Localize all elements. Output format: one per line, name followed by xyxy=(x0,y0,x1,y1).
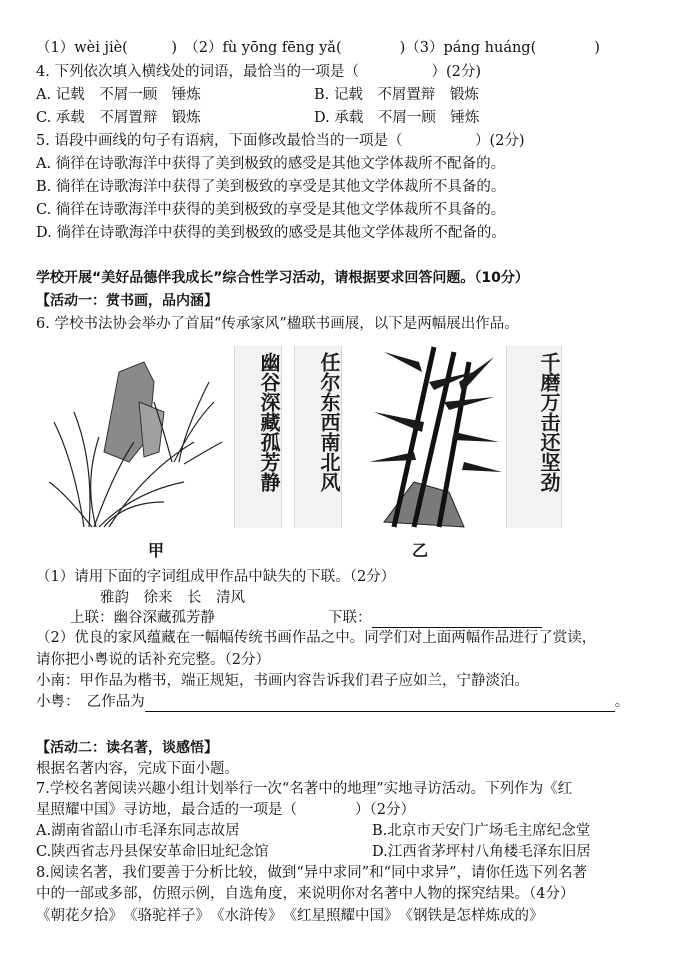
question-4: 4. 下列依次填入横线处的词语，最恰当的一项是（ ）(2分) xyxy=(36,64,481,80)
q7-option-a: A.湖南省韶山市毛泽东同志故居 xyxy=(36,823,240,839)
activity-2-title: 【活动二：读名著，谈感悟】 xyxy=(36,740,218,756)
caption-yi: 乙 xyxy=(412,541,429,560)
q4-option-c: C. 承载 不屑置辩 锻炼 xyxy=(36,110,201,126)
scroll-jia xyxy=(234,346,282,528)
xiaoyue-blank[interactable] xyxy=(145,695,615,712)
q7-option-b: B.北京市天安门广场毛主席纪念堂 xyxy=(372,823,591,839)
xiaoyue-end: 。 xyxy=(614,694,630,710)
xiaonan-remark: 小南：甲作品为楷书，端正规矩，书画内容告诉我们君子应如兰，宁静淡泊。 xyxy=(36,673,529,689)
question-6-2a: （2）优良的家风蕴藏在一幅幅传统书画作品之中。同学们对上面两幅作品进行了赏读， xyxy=(36,630,597,646)
question-5: 5. 语段中画线的句子有语病，下面修改最恰当的一项是（ ）(2分) xyxy=(36,133,525,149)
lower-couplet-row xyxy=(328,608,658,628)
q4-option-d: D. 承载 不屑一顾 锤炼 xyxy=(314,110,480,126)
scroll-jia-text: 幽谷深藏孤芳静 xyxy=(257,352,281,492)
question-6-2b: 请你把小粤说的话补充完整。（2分） xyxy=(36,652,270,668)
lower-couplet-label: 下联： xyxy=(328,610,372,626)
section-heading: 学校开展“美好品德伴我成长”综合性学习活动，请根据要求回答问题。（10分） xyxy=(36,270,529,286)
orchid-painting xyxy=(44,342,224,532)
q5-option-b: B. 徜徉在诗歌海洋中获得了美到极致的享受是其他文学体裁所不具备的。 xyxy=(36,179,506,195)
activity-1-title: 【活动一：赏书画，品内涵】 xyxy=(36,293,218,309)
question-6-1: （1）请用下面的字词组成甲作品中缺失的下联。（2分） xyxy=(36,569,396,585)
question-8a: 8.阅读名著，我们要善于分析比较，做到“异中求同”和“同中求异”，请你任选下列名著 xyxy=(36,865,587,881)
q5-option-a: A. 徜徉在诗歌海洋中获得了美到极致的感受是其他文学体裁所不配备的。 xyxy=(36,156,506,172)
upper-couplet: 上联：幽谷深藏孤芳静 xyxy=(70,610,215,626)
scroll-yi-left xyxy=(294,346,342,528)
question-8b: 中的一部或多部，仿照示例，自选角度，来说明你对名著中人物的探究结果。（4分） xyxy=(36,886,575,902)
caption-jia: 甲 xyxy=(148,541,165,560)
scroll-yi-right xyxy=(506,346,562,528)
question-6: 6. 学校书法协会举办了首届“传承家风”楹联书画展，以下是两幅展出作品。 xyxy=(36,316,519,332)
q5-option-d: D. 徜徉在诗歌海洋中获得的美到极致的感受是其他文学体裁所不配备的。 xyxy=(36,225,506,241)
scroll-yi-left-text: 任尔东西南北风 xyxy=(317,352,341,492)
activity-2-subtitle: 根据名著内容，完成下面小题。 xyxy=(36,761,239,777)
lower-couplet-blank[interactable] xyxy=(372,611,542,628)
book-list: 《朝花夕拾》 《骆驼祥子》 《水浒传》 《红星照耀中国》 《钢铁是怎样炼成的》 xyxy=(36,908,544,924)
q7-option-d: D.江西省茅坪村八角楼毛泽东旧居 xyxy=(372,844,591,860)
xiaoyue-label: 小粤： 乙作品为 xyxy=(36,694,145,710)
scroll-yi-right-text: 千磨万击还坚劲 xyxy=(537,352,561,492)
q7-option-c: C.陕西省志丹县保安革命旧址纪念馆 xyxy=(36,844,269,860)
calligraphy-figure xyxy=(38,342,638,562)
bamboo-painting xyxy=(354,342,504,532)
q4-option-b: B. 记载 不屑置辩 锻炼 xyxy=(314,87,479,103)
q4-option-a: A. 记载 不屑一顾 锤炼 xyxy=(36,87,201,103)
word-bank: 雅韵 徐来 长 清风 xyxy=(100,590,245,606)
q5-option-c: C. 徜徉在诗歌海洋中获得的美到极致的享受是其他文学体裁所不具备的。 xyxy=(36,202,506,218)
pinyin-line: （1）wèi jiè( ) （2）fù yōng fēng yǎ( )（3）páng huáng( ) xyxy=(36,40,600,56)
question-7a: 7.学校名著阅读兴趣小组计划举行一次“名著中的地理”实地寻访活动。下列作为《红 xyxy=(36,781,573,797)
xiaoyue-row xyxy=(36,692,658,712)
question-7b: 星照耀中国》寻访地，最合适的一项是（ ）（2分） xyxy=(36,802,415,818)
